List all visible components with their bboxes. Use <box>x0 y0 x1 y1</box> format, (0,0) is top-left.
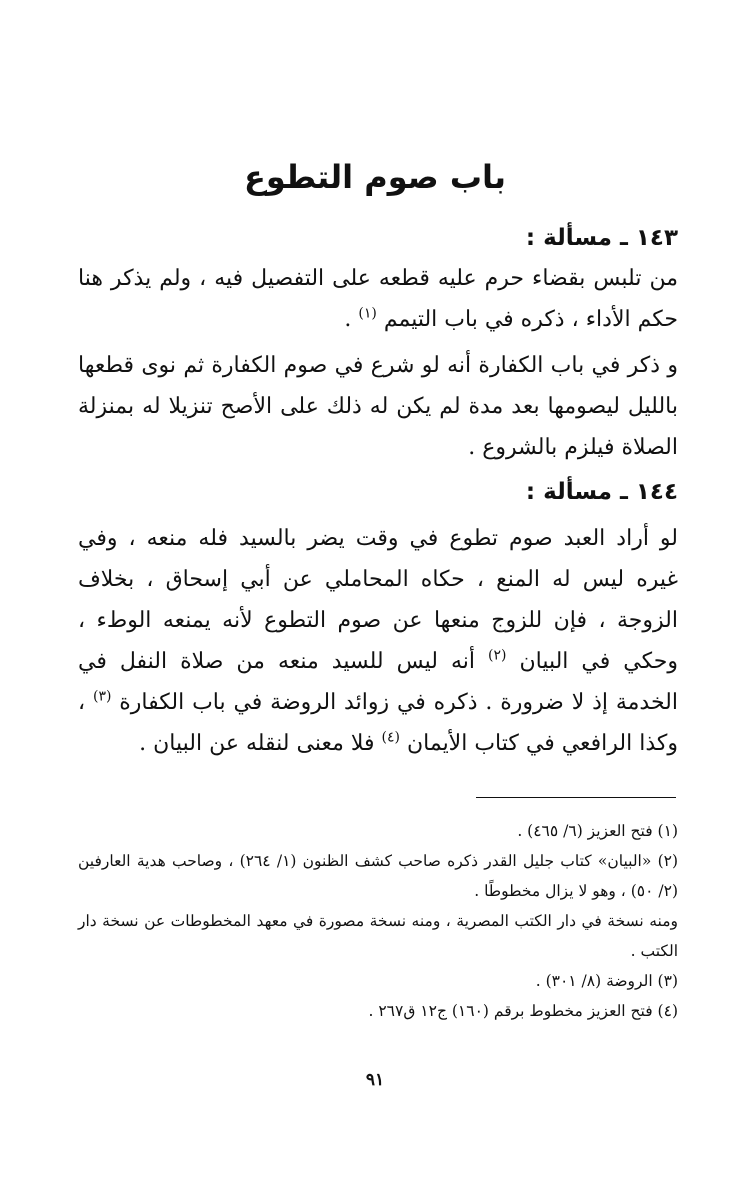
paragraph <box>78 258 678 340</box>
footnote: (٤) فتح العزيز مخطوط برقم (١٦٠) ج١٢ ق٢٦٧ . <box>368 1002 678 1020</box>
footnote-ref: (٢) <box>488 647 507 664</box>
footnote: ومنه نسخة في دار الكتب المصرية ، ومنه نسخة مصورة في معهد المخطوطات عن نسخة دار الكتب . <box>78 912 678 960</box>
footnote-ref: (٣) <box>92 688 112 705</box>
section-heading: ١٤٤ ـ مسألة : <box>525 479 678 505</box>
chapter-title: باب صوم التطوع <box>243 158 507 196</box>
footnote-ref: (١) <box>358 305 377 322</box>
footnote-ref: (٤) <box>381 729 400 746</box>
footnotes <box>78 816 678 1026</box>
paragraph <box>78 518 678 764</box>
section-heading: ١٤٣ ـ مسألة : <box>525 225 678 251</box>
paragraph-text: لو أراد العبد صوم تطوع في وقت يضر بالسيد فله منعه ، وفي غيره ليس له المنع ، حكاه المحاملي عن أبي إسحاق ، بخلاف الزوجة ، فإن للزوج منعها عن صوم التطوع لأنه يمنعه الوطء ، وحكي في البيان <box>78 526 678 674</box>
section-143-paragraph-1 <box>78 258 678 340</box>
footnote: (١) فتح العزيز (٦/ ٤٦٥) . <box>517 822 678 840</box>
section-144 <box>78 472 678 512</box>
footnote: (٢) «البيان» كتاب جليل القدر ذكره صاحب كشف الظنون (١/ ٢٦٤) ، وصاحب هدية العارفين (٢/ ٥٠) ، وهو لا يزال مخطوطًا . <box>78 852 679 900</box>
footnote-divider <box>476 797 676 798</box>
paragraph-text-end: . <box>344 307 352 332</box>
section-143-paragraph-2 <box>78 345 678 468</box>
paragraph-text: فلا معنى لنقله عن البيان . <box>139 731 375 756</box>
page-number: ٩١ <box>365 1070 385 1090</box>
section-143 <box>78 218 678 258</box>
paragraph-text: من تلبس بقضاء حرم عليه قطعه على التفصيل فيه ، ولم يذكر هنا حكم الأداء ، ذكره في باب التيمم <box>78 266 678 332</box>
paragraph: و ذكر في باب الكفارة أنه لو شرع في صوم الكفارة ثم نوى قطعها بالليل ليصومها بعد مدة لم يكن له ذلك على الأصح تنزيلا له بمنزلة الصلاة فيلزم بالشروع . <box>78 353 678 460</box>
paragraph-text: ، وكذا الرافعي في كتاب الأيمان <box>78 690 678 756</box>
footnote: (٣) الروضة (٨/ ٣٠١) . <box>535 972 678 990</box>
paragraph-text: أنه ليس للسيد منعه من صلاة النفل في الخدمة إذ لا ضرورة . ذكره في زوائد الروضة في باب الكفارة <box>78 649 678 715</box>
section-144-paragraph <box>78 518 678 764</box>
